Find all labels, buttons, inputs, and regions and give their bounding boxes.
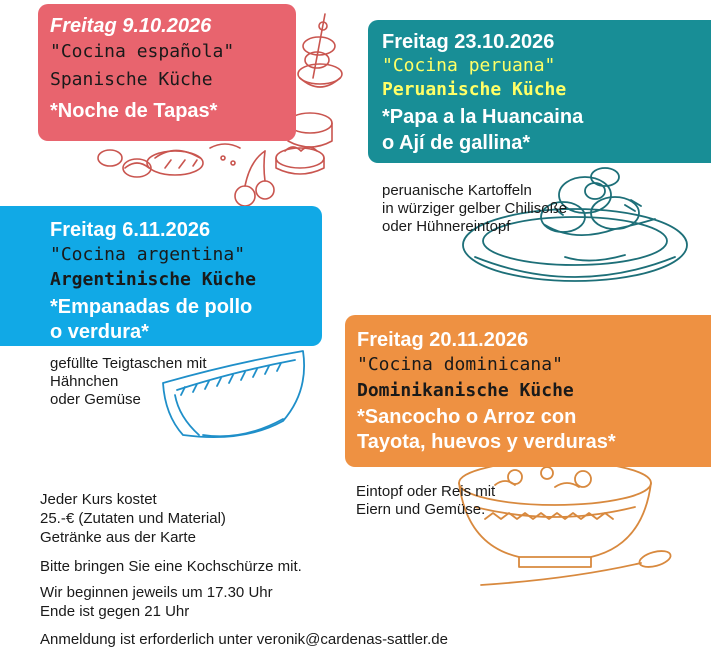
event-date: Freitag 9.10.2026 bbox=[50, 15, 212, 37]
info-apron: Bitte bringen Sie eine Kochschürze mit. bbox=[40, 558, 302, 575]
info-cost bbox=[40, 490, 226, 547]
info-time bbox=[40, 583, 273, 621]
event-date: Freitag 6.11.2026 bbox=[50, 219, 211, 241]
event-dish-line2: o verdura* bbox=[50, 321, 149, 343]
event-dish-line1: *Empanadas de pollo bbox=[50, 296, 253, 318]
event-card-peru bbox=[368, 20, 711, 163]
note-line: oder Gemüse bbox=[50, 391, 141, 408]
event-title-de: Spanische Küche bbox=[50, 69, 213, 90]
event-dish-line2: Tayota, huevos y verduras* bbox=[357, 431, 616, 453]
event-card-argentina bbox=[0, 206, 322, 346]
note-line: in würziger gelber Chilisoße bbox=[382, 200, 568, 217]
info-line: Wir beginnen jeweils um 17.30 Uhr bbox=[40, 584, 273, 601]
note-line: oder Hühnereintopf bbox=[382, 218, 511, 235]
note-line: peruanische Kartoffeln bbox=[382, 182, 532, 199]
info-line: Ende ist gegen 21 Uhr bbox=[40, 603, 190, 620]
note-line: Hähnchen bbox=[50, 373, 119, 390]
event-note-peru bbox=[382, 182, 567, 236]
event-date: Freitag 20.11.2026 bbox=[357, 329, 529, 351]
soup-bowl-illustration bbox=[455, 455, 675, 590]
event-title-es: "Cocina dominicana" bbox=[357, 354, 563, 375]
event-date: Freitag 23.10.2026 bbox=[382, 31, 555, 53]
event-dish-line1: *Sancocho o Arroz con bbox=[357, 406, 577, 428]
event-dish: *Noche de Tapas* bbox=[50, 100, 218, 122]
event-dish-line1: *Papa a la Huancaina bbox=[382, 106, 584, 128]
event-title-es: "Cocina argentina" bbox=[50, 244, 246, 265]
info-line: Getränke aus der Karte bbox=[40, 529, 196, 546]
info-line: 25.-€ (Zutaten und Material) bbox=[40, 510, 226, 527]
info-registration: Anmeldung ist erforderlich unter veronik@cardenas-sattler.de bbox=[40, 631, 448, 648]
note-line: Eiern und Gemüse. bbox=[356, 501, 486, 518]
event-note-dominicana bbox=[356, 483, 495, 519]
note-line: gefüllte Teigtaschen mit bbox=[50, 355, 207, 372]
event-dish-line2: o Ají de gallina* bbox=[382, 132, 531, 154]
event-title-es: "Cocina peruana" bbox=[382, 55, 556, 76]
event-card-dominicana bbox=[345, 315, 711, 467]
event-title-de: Dominikanische Küche bbox=[357, 380, 574, 401]
event-title-de: Peruanische Küche bbox=[382, 79, 567, 100]
event-note-argentina bbox=[50, 355, 206, 409]
event-title-de: Argentinische Küche bbox=[50, 269, 256, 290]
event-card-spain bbox=[38, 4, 296, 141]
note-line: Eintopf oder Reis mit bbox=[356, 483, 496, 500]
event-title-es: "Cocina española" bbox=[50, 41, 235, 62]
info-line: Jeder Kurs kostet bbox=[40, 491, 157, 508]
